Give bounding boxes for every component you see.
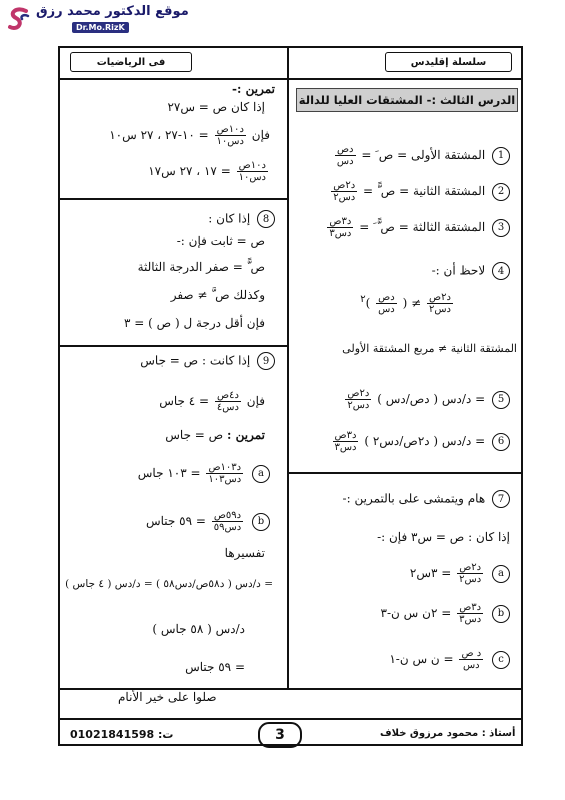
section-9-result: فإن $\frac{\text{د٤ص}}{\text{دس٤}}$ = ٤ جاس (159, 390, 265, 413)
explanation-line-1: = د/دس ( د٥٨ص/دس٥٨ ) = د/دس ( ٤ جاس ) (65, 578, 273, 590)
explanation-line-2: د/دس ( ٥٨ جاس ) (152, 622, 245, 636)
row-6: 6 = د/دس ( د٢ص/دس٢ ) $\frac{\text{د٣ص}}{\text{دس٣}}$ (330, 430, 510, 453)
footer-phone: 01021841598 :ت (70, 728, 174, 741)
left-divider-1 (58, 198, 288, 200)
section-8-line-4: فإن أقل درجة ل ( ص ) = ٣ (124, 316, 265, 330)
second-derivative-fraction: $\frac{\text{د٢ص}}{\text{دس٢}}$ (333, 180, 356, 203)
exercise-given: إذا كان ص = س٢٧ (167, 100, 265, 114)
brand-site: Dr.Mo.RizK (72, 22, 129, 33)
brand-s-icon (6, 6, 32, 32)
lesson-title: الدرس الثالث :- المشتقات العليا للدالة (296, 88, 518, 112)
second-derivative-symbol: ص ًّ (376, 184, 396, 198)
bottom-note: صلوا على خير الأنام (118, 690, 217, 704)
third-derivative-symbol: ص ًّ َ (373, 220, 395, 234)
column-divider (287, 46, 289, 690)
row-5: 5 = د/دس ( دص/دس ) $\frac{\text{د٢ص}}{\text{دس٢}}$ (343, 388, 510, 411)
note-text: المشتقة الثانية ≠ مربع المشتقة الأولى (342, 342, 517, 355)
section-9-header: 9 إذا كانت : ص = جاس (140, 352, 275, 370)
page-number: 3 (258, 722, 302, 748)
right-divider (288, 472, 523, 474)
first-derivative-row: 1 المشتقة الأولى = ص َ = $\frac{\text{دص}}{\text{دس}}$ (333, 144, 510, 167)
row-7-given: إذا كان : ص = س٣ فإن :- (377, 530, 510, 544)
row-7-b: b $\frac{\text{د٣ص}}{\text{دس٣}}$ = ٢ن س ن-٣ (381, 602, 510, 625)
exercise-result-1: فإن $\frac{\text{د١٠ص}}{\text{دس١٠}}$ = ١٠-٢٧ ، ٢٧ س١٠ (109, 124, 270, 147)
header-series: سلسلة إقليدس (385, 52, 512, 72)
section-9-a: a $\frac{\text{د١٠٣ص}}{\text{دس١٠٣}}$ = ١٠٣ جاس (138, 462, 270, 485)
row-7: 7 هام ويتمشى على بالتمرين :- (343, 490, 510, 508)
section-9-b: b $\frac{\text{د٥٩ص}}{\text{دس٥٩}}$ = ٥٩ جتاس (146, 510, 270, 533)
section-8-line-1: ص = ثابت فإن :- (176, 234, 265, 248)
item-number: 3 (492, 219, 510, 237)
second-derivative-row: 2 المشتقة الثانية = ص ًّ = $\frac{\text{د٢ص}}{\text{دس٢}}$ (329, 180, 510, 203)
item-number: 4 (492, 262, 510, 280)
section-8-header: 8 إذا كان : (208, 210, 275, 228)
third-derivative-fraction: $\frac{\text{د٣ص}}{\text{دس٣}}$ (329, 216, 352, 239)
row-7-c: c $\frac{\text{د ص}}{\text{دس}}$ = ن س ن-١ (389, 648, 510, 671)
footer-teacher: أستاذ : محمود مرزوق خلاف (380, 728, 516, 739)
third-derivative-label: المشتقة الثالثة (412, 220, 486, 234)
section-8-line-3: وكذلك ص َّ ≠ صفر (170, 288, 265, 302)
brand-logo (6, 4, 189, 34)
header-subject: فى الرياضيات (70, 52, 192, 72)
explanation-line-3: = ٥٩ جتاس (185, 660, 245, 674)
explanation-label: تفسيرها (224, 546, 265, 560)
exercise-label: تمرين :- (232, 82, 275, 96)
left-divider-2 (58, 345, 288, 347)
brand-name: موقع الدكتور محمد رزق (36, 4, 189, 19)
row-7-a: a $\frac{\text{د٢ص}}{\text{دس٢}}$ = ٣س٢ (410, 562, 510, 585)
exercise-result-2: $\frac{\text{د١٠ص}}{\text{دس١٠}}$ = ١٧ ، ٢٧ س١٧ (148, 160, 266, 183)
item-number: 2 (492, 183, 510, 201)
note-row: 4 لاحظ أن :- (432, 262, 510, 280)
section-8-line-2: ص ًّ = صفر الدرجة الثالثة (137, 260, 265, 274)
note-label: لاحظ أن (443, 263, 486, 278)
second-derivative-label: المشتقة الثانية (412, 184, 486, 198)
first-derivative-fraction: $\frac{\text{دص}}{\text{دس}}$ (336, 144, 354, 167)
header-divider (58, 78, 523, 80)
footer-divider (58, 718, 523, 720)
first-derivative-symbol: ص َ (375, 148, 394, 162)
first-derivative-label: المشتقة الأولى (410, 148, 486, 162)
third-derivative-row: 3 المشتقة الثالثة = ص ًّ َ = $\frac{\text{د٣ص}}{\text{دس٣}}$ (325, 216, 510, 239)
note-inequality: $\frac{\text{د٢ص}}{\text{دس٢}}$ ≠ ( $\frac{\text{دص}}{\text{دس}}$ )$^٢$ (360, 292, 451, 315)
item-number: 1 (492, 147, 510, 165)
section-9-exercise: تمرين : ص = جاس (165, 428, 265, 442)
